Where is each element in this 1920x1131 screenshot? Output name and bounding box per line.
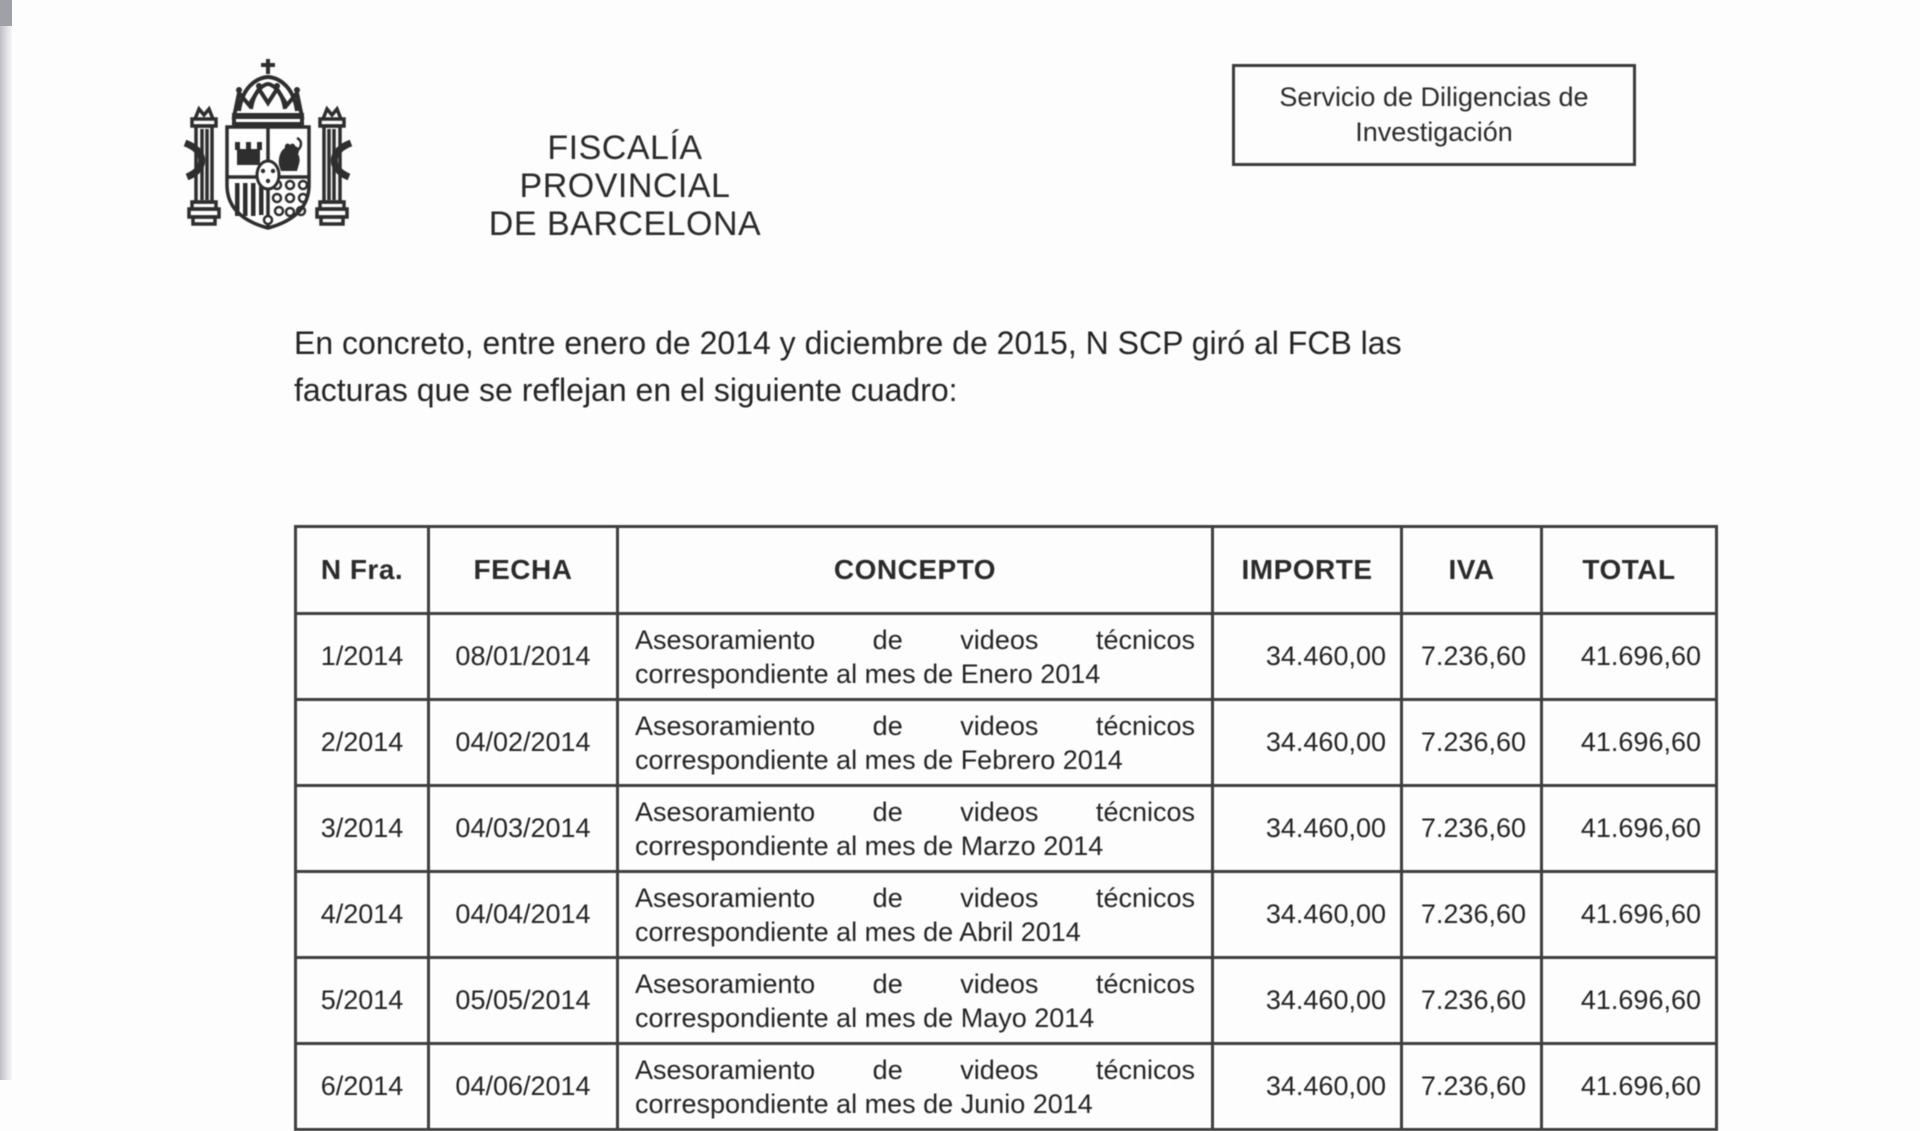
invoice-row [296, 1044, 1717, 1130]
cell-importe: 34.460,00 [1213, 700, 1402, 786]
cell-importe: 34.460,00 [1213, 786, 1402, 872]
invoice-row [296, 872, 1717, 958]
cell-fecha: 04/04/2014 [429, 872, 618, 958]
header-row [296, 527, 1717, 614]
cell-iva: 7.236,60 [1402, 958, 1542, 1044]
cell-fecha: 04/02/2014 [429, 700, 618, 786]
invoice-row [296, 614, 1717, 700]
invoice-row [296, 958, 1717, 1044]
invoice-table-body [296, 614, 1717, 1130]
col-header-fecha: FECHA [429, 527, 618, 614]
intro-line1: En concreto, entre enero de 2014 y diciembre de 2015, N SCP giró al FCB las [294, 325, 1402, 361]
spain-coat-of-arms-icon [179, 56, 357, 242]
col-header-importe: IMPORTE [1213, 527, 1402, 614]
org-name [444, 129, 806, 243]
intro-line2: facturas que se reflejan en el siguiente cuadro: [294, 372, 958, 408]
cell-fecha: 08/01/2014 [429, 614, 618, 700]
cell-concepto: Asesoramiento de videos técnicos correspondiente al mes de Abril 2014 [618, 872, 1213, 958]
cell-importe: 34.460,00 [1213, 614, 1402, 700]
org-name-line1: FISCALÍA PROVINCIAL [519, 129, 731, 205]
cell-iva: 7.236,60 [1402, 614, 1542, 700]
cell-importe: 34.460,00 [1213, 958, 1402, 1044]
cell-fecha: 04/03/2014 [429, 786, 618, 872]
service-box-label: Servicio de Diligencias de Investigación [1279, 82, 1589, 147]
invoice-table [294, 525, 1718, 1131]
cell-n-fra: 4/2014 [296, 872, 429, 958]
col-header-total: TOTAL [1542, 527, 1717, 614]
cell-fecha: 05/05/2014 [429, 958, 618, 1044]
cell-iva: 7.236,60 [1402, 786, 1542, 872]
cell-iva: 7.236,60 [1402, 872, 1542, 958]
cell-concepto: Asesoramiento de videos técnicos correspondiente al mes de Junio 2014 [618, 1044, 1213, 1130]
cell-total: 41.696,60 [1542, 700, 1717, 786]
cell-n-fra: 3/2014 [296, 786, 429, 872]
col-header-concepto: CONCEPTO [618, 527, 1213, 614]
cell-concepto: Asesoramiento de videos técnicos correspondiente al mes de Marzo 2014 [618, 786, 1213, 872]
cell-concepto: Asesoramiento de videos técnicos correspondiente al mes de Mayo 2014 [618, 958, 1213, 1044]
org-name-line2: DE BARCELONA [488, 205, 762, 243]
cell-concepto: Asesoramiento de videos técnicos correspondiente al mes de Febrero 2014 [618, 700, 1213, 786]
invoice-row [296, 786, 1717, 872]
invoice-table-header [296, 527, 1717, 614]
cell-iva: 7.236,60 [1402, 700, 1542, 786]
cell-importe: 34.460,00 [1213, 872, 1402, 958]
intro-paragraph [294, 320, 1402, 414]
cell-n-fra: 1/2014 [296, 614, 429, 700]
invoice-row [296, 700, 1717, 786]
cell-n-fra: 2/2014 [296, 700, 429, 786]
cell-n-fra: 5/2014 [296, 958, 429, 1044]
cell-total: 41.696,60 [1542, 1044, 1717, 1130]
cell-concepto: Asesoramiento de videos técnicos correspondiente al mes de Enero 2014 [618, 614, 1213, 700]
cell-fecha: 04/06/2014 [429, 1044, 618, 1130]
cell-iva: 7.236,60 [1402, 1044, 1542, 1130]
cell-n-fra: 6/2014 [296, 1044, 429, 1130]
col-header-iva: IVA [1402, 527, 1542, 614]
cell-importe: 34.460,00 [1213, 1044, 1402, 1130]
col-header-nfra: N Fra. [296, 527, 429, 614]
cell-total: 41.696,60 [1542, 872, 1717, 958]
cell-total: 41.696,60 [1542, 958, 1717, 1044]
service-box [1232, 64, 1636, 166]
cell-total: 41.696,60 [1542, 614, 1717, 700]
cell-total: 41.696,60 [1542, 786, 1717, 872]
